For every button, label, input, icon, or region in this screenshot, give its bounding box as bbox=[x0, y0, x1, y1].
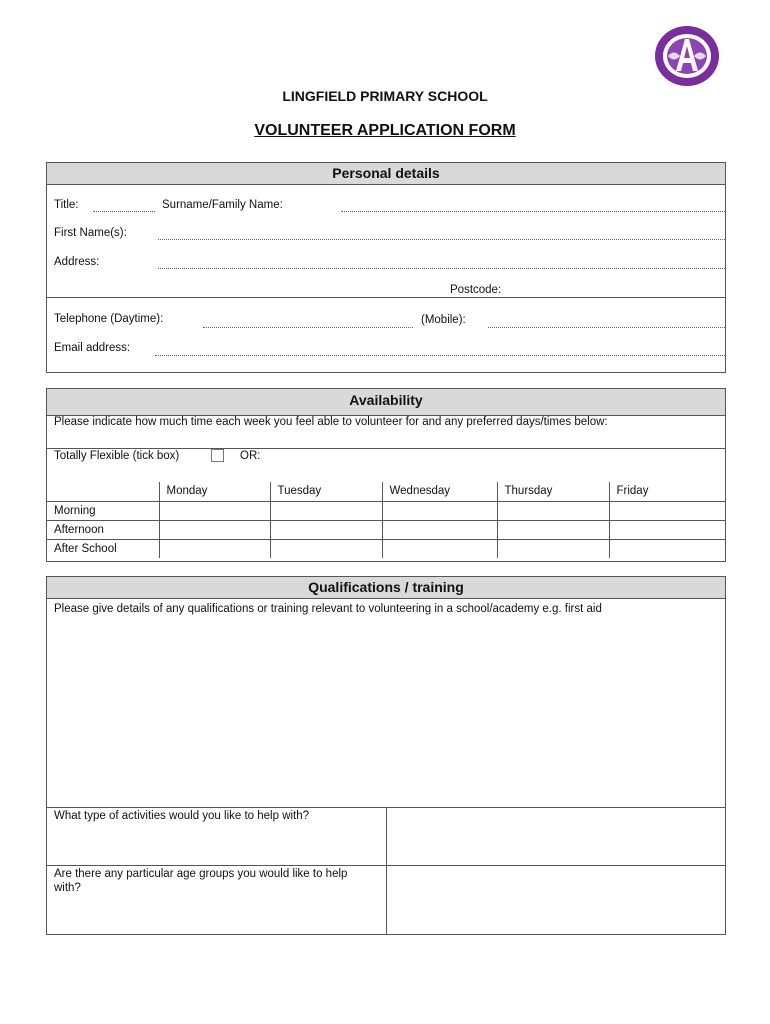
availability-heading: Availability bbox=[47, 389, 725, 416]
activities-question: What type of activities would you like to help with? bbox=[54, 810, 310, 822]
cell-after-school-friday[interactable] bbox=[609, 539, 725, 558]
day-header-tuesday: Tuesday bbox=[270, 482, 382, 501]
availability-divider bbox=[47, 448, 725, 449]
day-header-thursday: Thursday bbox=[497, 482, 609, 501]
first-names-field[interactable] bbox=[158, 239, 725, 240]
corner-cell bbox=[47, 482, 159, 501]
slot-label-morning: Morning bbox=[47, 501, 159, 520]
activities-answer[interactable] bbox=[387, 808, 725, 865]
qualifications-section bbox=[46, 576, 726, 935]
email-label: Email address: bbox=[54, 342, 131, 354]
school-name: LINGFIELD PRIMARY SCHOOL bbox=[282, 88, 488, 104]
qualifications-instruction: Please give details of any qualifications or training relevant to volunteering in a school/academy e.g. first aid bbox=[54, 603, 602, 615]
cell-morning-tuesday[interactable] bbox=[270, 501, 382, 520]
address-field[interactable] bbox=[158, 268, 725, 269]
cell-afternoon-wednesday[interactable] bbox=[382, 520, 497, 539]
email-field[interactable] bbox=[155, 355, 725, 356]
qualifications-heading: Qualifications / training bbox=[47, 577, 725, 599]
mobile-field[interactable] bbox=[488, 327, 725, 328]
availability-table bbox=[47, 482, 725, 558]
table-header-row bbox=[47, 482, 725, 501]
availability-instruction: Please indicate how much time each week you feel able to volunteer for and any preferred days/times below: bbox=[54, 416, 608, 428]
cell-morning-wednesday[interactable] bbox=[382, 501, 497, 520]
cell-morning-monday[interactable] bbox=[159, 501, 270, 520]
cell-after-school-wednesday[interactable] bbox=[382, 539, 497, 558]
personal-details-section bbox=[46, 162, 726, 373]
or-label: OR: bbox=[240, 450, 261, 462]
address-label: Address: bbox=[54, 256, 100, 268]
table-row bbox=[47, 520, 725, 539]
cell-afternoon-tuesday[interactable] bbox=[270, 520, 382, 539]
cell-morning-thursday[interactable] bbox=[497, 501, 609, 520]
telephone-label: Telephone (Daytime): bbox=[54, 313, 164, 325]
school-logo bbox=[654, 25, 720, 87]
first-names-label: First Name(s): bbox=[54, 227, 127, 239]
cell-afternoon-monday[interactable] bbox=[159, 520, 270, 539]
personal-details-heading: Personal details bbox=[47, 163, 725, 185]
flexible-label: Totally Flexible (tick box) bbox=[54, 450, 180, 462]
age-groups-answer[interactable] bbox=[387, 866, 725, 934]
cell-morning-friday[interactable] bbox=[609, 501, 725, 520]
postcode-label: Postcode: bbox=[450, 284, 502, 296]
cell-afternoon-friday[interactable] bbox=[609, 520, 725, 539]
availability-section bbox=[46, 388, 726, 562]
flexible-checkbox[interactable] bbox=[211, 449, 224, 462]
mobile-label: (Mobile): bbox=[421, 314, 466, 326]
title-label: Title: bbox=[54, 199, 79, 211]
slot-label-afternoon: Afternoon bbox=[47, 520, 159, 539]
day-header-monday: Monday bbox=[159, 482, 270, 501]
day-header-friday: Friday bbox=[609, 482, 725, 501]
telephone-field[interactable] bbox=[203, 327, 413, 328]
surname-field[interactable] bbox=[341, 211, 725, 212]
age-groups-question: Are there any particular age groups you would like to help with? bbox=[54, 868, 348, 894]
cell-after-school-tuesday[interactable] bbox=[270, 539, 382, 558]
cell-after-school-thursday[interactable] bbox=[497, 539, 609, 558]
table-row bbox=[47, 539, 725, 558]
address-divider bbox=[47, 297, 725, 298]
day-header-wednesday: Wednesday bbox=[382, 482, 497, 501]
table-row bbox=[47, 501, 725, 520]
slot-label-after-school: After School bbox=[47, 539, 159, 558]
cell-after-school-monday[interactable] bbox=[159, 539, 270, 558]
form-title: VOLUNTEER APPLICATION FORM bbox=[254, 122, 516, 139]
title-field[interactable] bbox=[93, 211, 155, 212]
surname-label: Surname/Family Name: bbox=[162, 199, 283, 211]
qualifications-answer-area[interactable] bbox=[47, 617, 725, 807]
cell-afternoon-thursday[interactable] bbox=[497, 520, 609, 539]
